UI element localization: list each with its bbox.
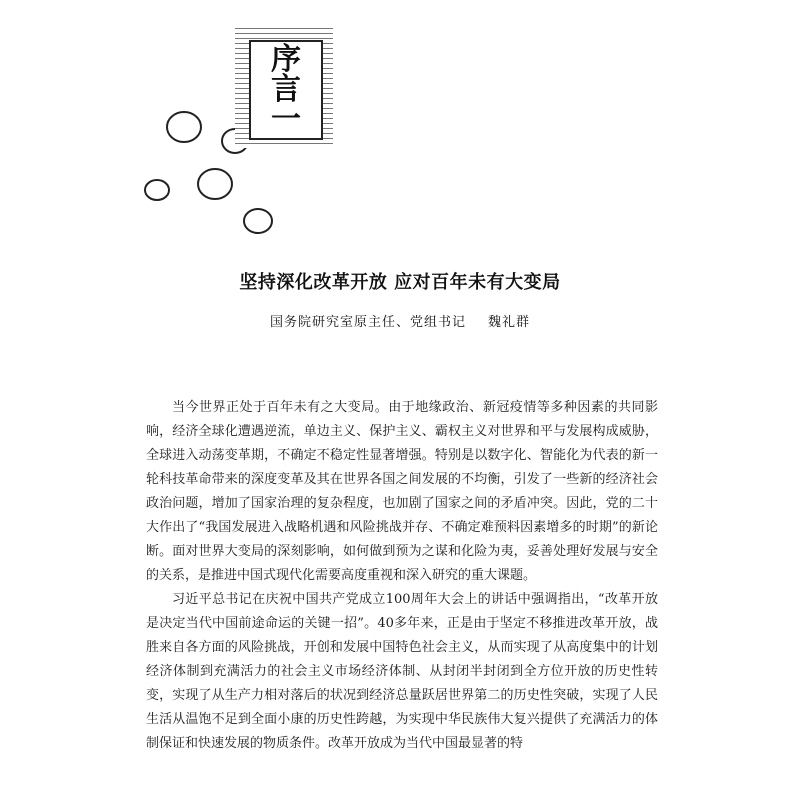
author-role: 国务院研究室原主任、党组书记 xyxy=(269,315,466,330)
paragraph: 习近平总书记在庆祝中国共产党成立100周年大会上的讲话中强调指出，“改革开放是决定当代中国前途命运的关键一招”。40多年来，正是由于坚定不移推进改革开放，战胜来自各方面的风险挑战，开创和发展中国特色社会主义，从而实现了从高度集中的计划经济体制到充满活力的社会主义市场经济体制、从封闭半封闭到全方位开放的历史性转变，实现了从生产力相对落后的状况到经济总量跃居世界第二的历史性突破，实现了人民生活从温饱不足到全面小康的历史性跨越，为实现中华民族伟大复兴提供了充满活力的体制保证和快速发展的物质条件。改革开放成为当代中国最显著的特 xyxy=(146,592,658,751)
circle-3 xyxy=(198,169,232,199)
circle-5 xyxy=(244,209,272,233)
article-title: 坚持深化改革开放 应对百年未有大变局 xyxy=(239,272,561,293)
article-body xyxy=(146,396,658,756)
badge-char-2: 言 xyxy=(271,72,301,107)
badge-char-1: 序 xyxy=(271,42,301,77)
paragraph: 当今世界正处于百年未有之大变局。由于地缘政治、新冠疫情等多种因素的共同影响，经济全球化遭遇逆流，单边主义、保护主义、霸权主义对世界和平与发展构成威胁，全球进入动荡变革期，不确定不稳定性显著增强。特别是以数字化、智能化为代表的新一轮科技革命带来的深度变革及其在世界各国之间发展的不均衡，引发了一些新的经济社会政治问题，增加了国家治理的复杂程度，也加剧了国家之间的矛盾冲突。因此，党的二十大作出了“我国发展进入战略机遇和风险挑战并存、不确定难预料因素增多的时期”的新论断。面对世界大变局的深刻影响，如何做到预为之谋和化险为夷，妥善处理好发展与安全的关系，是推进中国式现代化需要高度重视和深入研究的重大课题。 xyxy=(146,400,658,583)
badge-char-3: 一 xyxy=(271,102,301,137)
preface-badge xyxy=(235,28,333,148)
author-line xyxy=(0,311,800,330)
badge-box xyxy=(249,40,323,140)
circle-4 xyxy=(145,180,169,200)
circle-1 xyxy=(167,112,201,142)
author-name: 魏礼群 xyxy=(488,315,531,330)
